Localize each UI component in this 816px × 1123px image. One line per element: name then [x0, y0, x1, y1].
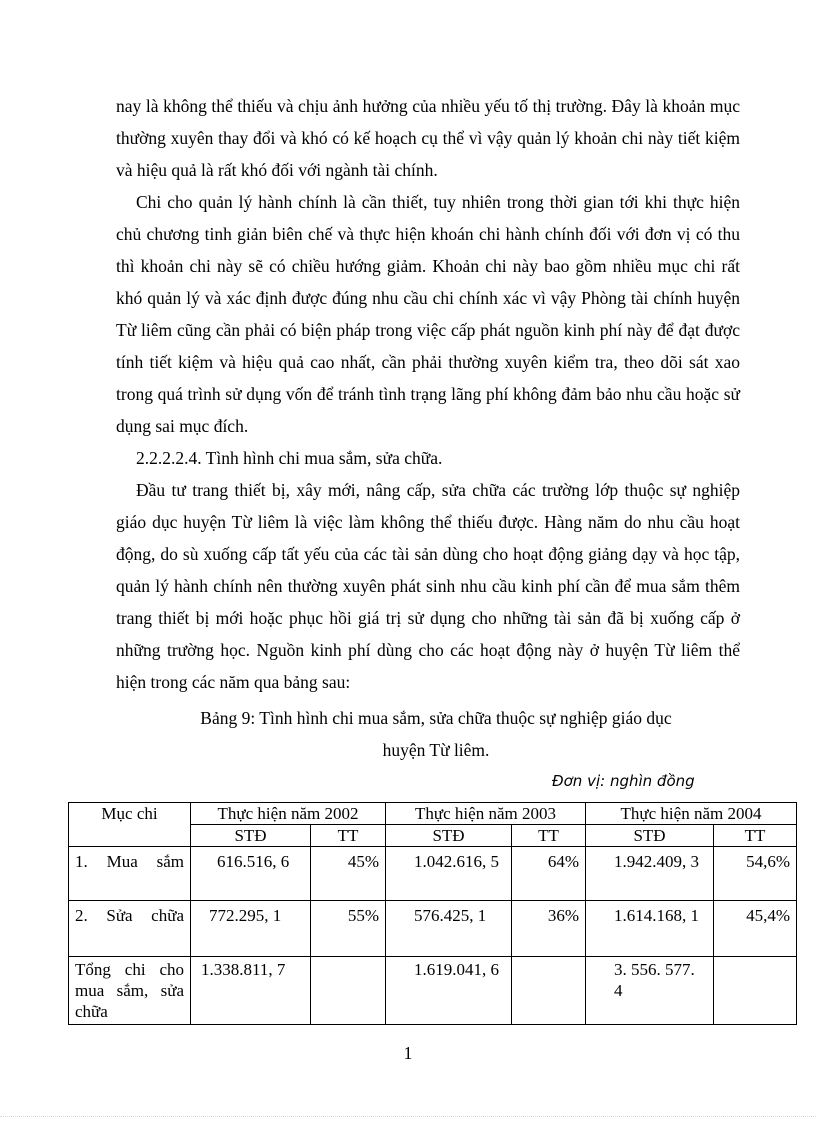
table-cell: 45,4%	[714, 901, 797, 957]
table-cell: 3. 556. 577. 4	[586, 957, 714, 1025]
page-number: 1	[403, 1043, 413, 1063]
header-year-2003: Thực hiện năm 2003	[386, 803, 586, 825]
subheader-tt: TT	[311, 825, 386, 847]
section-heading: 2.2.2.2.4. Tình hình chi mua sắm, sửa chữa.	[136, 448, 443, 468]
paragraph-2: Chi cho quản lý hành chính là cần thiết, tuy nhiên trong thời gian tới khi thực hiện chủ chương tinh giản biên chế và thực hiện khoán chi hành chính đối với đơn vị có thu thì khoản chi này sẽ có chiều hướng giảm. Khoản chi này bao gồm nhiều mục chi rất khó quản lý và xác định được đúng nhu cầu chi chính xác vì vậy Phòng tài chính huyện Từ liêm cũng cần phải có biện pháp trong việc cấp phát nguồn kinh phí này để đạt được tính tiết kiệm và hiệu quả cao nhất, cần phải thường xuyên kiểm tra, theo dõi sát xao trong quá trình sử dụng vốn để tránh tình trạng lãng phí không đảm bảo nhu cầu hoặc sử dụng sai mục đích.	[116, 192, 740, 436]
table-cell: 1.338.811, 7	[191, 957, 311, 1025]
row-item-total: Tổng chi cho mua sắm, sửa chữa	[69, 957, 191, 1025]
subheader-std: STĐ	[586, 825, 714, 847]
row-item: 1. Mua sắm	[69, 847, 191, 901]
table-caption-line-2: huyện Từ liêm.	[382, 740, 490, 760]
table-caption-line-1: Bảng 9: Tình hình chi mua sắm, sửa chữa thuộc sự nghiệp giáo dục	[200, 708, 672, 728]
table-row	[69, 901, 797, 957]
table-cell: 45%	[311, 847, 386, 901]
page-bottom-divider	[0, 1116, 816, 1117]
unit-label: Đơn vị: nghìn đồng	[552, 772, 695, 790]
table-cell: 576.425, 1	[386, 901, 512, 957]
row-item: 2. Sửa chữa	[69, 901, 191, 957]
subheader-tt: TT	[512, 825, 586, 847]
table-cell: 1.042.616, 5	[386, 847, 512, 901]
table-cell: 1.619.041, 6	[386, 957, 512, 1025]
table-cell	[512, 957, 586, 1025]
expenditure-table	[68, 802, 797, 1025]
table-cell: 54,6%	[714, 847, 797, 901]
table-cell: 616.516, 6	[191, 847, 311, 901]
table-cell: 64%	[512, 847, 586, 901]
table-cell: 1.942.409, 3	[586, 847, 714, 901]
table-cell	[311, 957, 386, 1025]
table-cell: 55%	[311, 901, 386, 957]
table-cell: 772.295, 1	[191, 901, 311, 957]
table-cell	[714, 957, 797, 1025]
table-cell: 1.614.168, 1	[586, 901, 714, 957]
paragraph-3: Đầu tư trang thiết bị, xây mới, nâng cấp, sửa chữa các trường lớp thuộc sự nghiệp giáo dục huyện Từ liêm là việc làm không thể thiếu được. Hàng năm do nhu cầu hoạt động, do sù xuống cấp tất yếu của các tài sản dùng cho hoạt động giảng dạy và học tập, quản lý hành chính nên thường xuyên phát sinh nhu cầu kinh phí cần để mua sắm thêm trang thiết bị mới hoặc phục hồi giá trị sử dụng cho những tài sản đã bị xuống cấp ở những trường học. Nguồn kinh phí dùng cho các hoạt động này ở huyện Từ liêm thể hiện trong các năm qua bảng sau:	[116, 480, 740, 692]
header-item: Mục chi	[69, 803, 191, 847]
header-year-2004: Thực hiện năm 2004	[586, 803, 797, 825]
table-header-row	[69, 803, 797, 825]
header-year-2002: Thực hiện năm 2002	[191, 803, 386, 825]
table-row	[69, 847, 797, 901]
table-row-total	[69, 957, 797, 1025]
subheader-std: STĐ	[386, 825, 512, 847]
subheader-std: STĐ	[191, 825, 311, 847]
paragraph-1: nay là không thể thiếu và chịu ảnh hưởng của nhiều yếu tố thị trường. Đây là khoản mục thường xuyên thay đổi và khó có kế hoạch cụ thể vì vậy quản lý khoản chi này tiết kiệm và hiệu quả là rất khó đối với ngành tài chính.	[116, 96, 740, 180]
table-cell: 36%	[512, 901, 586, 957]
subheader-tt: TT	[714, 825, 797, 847]
